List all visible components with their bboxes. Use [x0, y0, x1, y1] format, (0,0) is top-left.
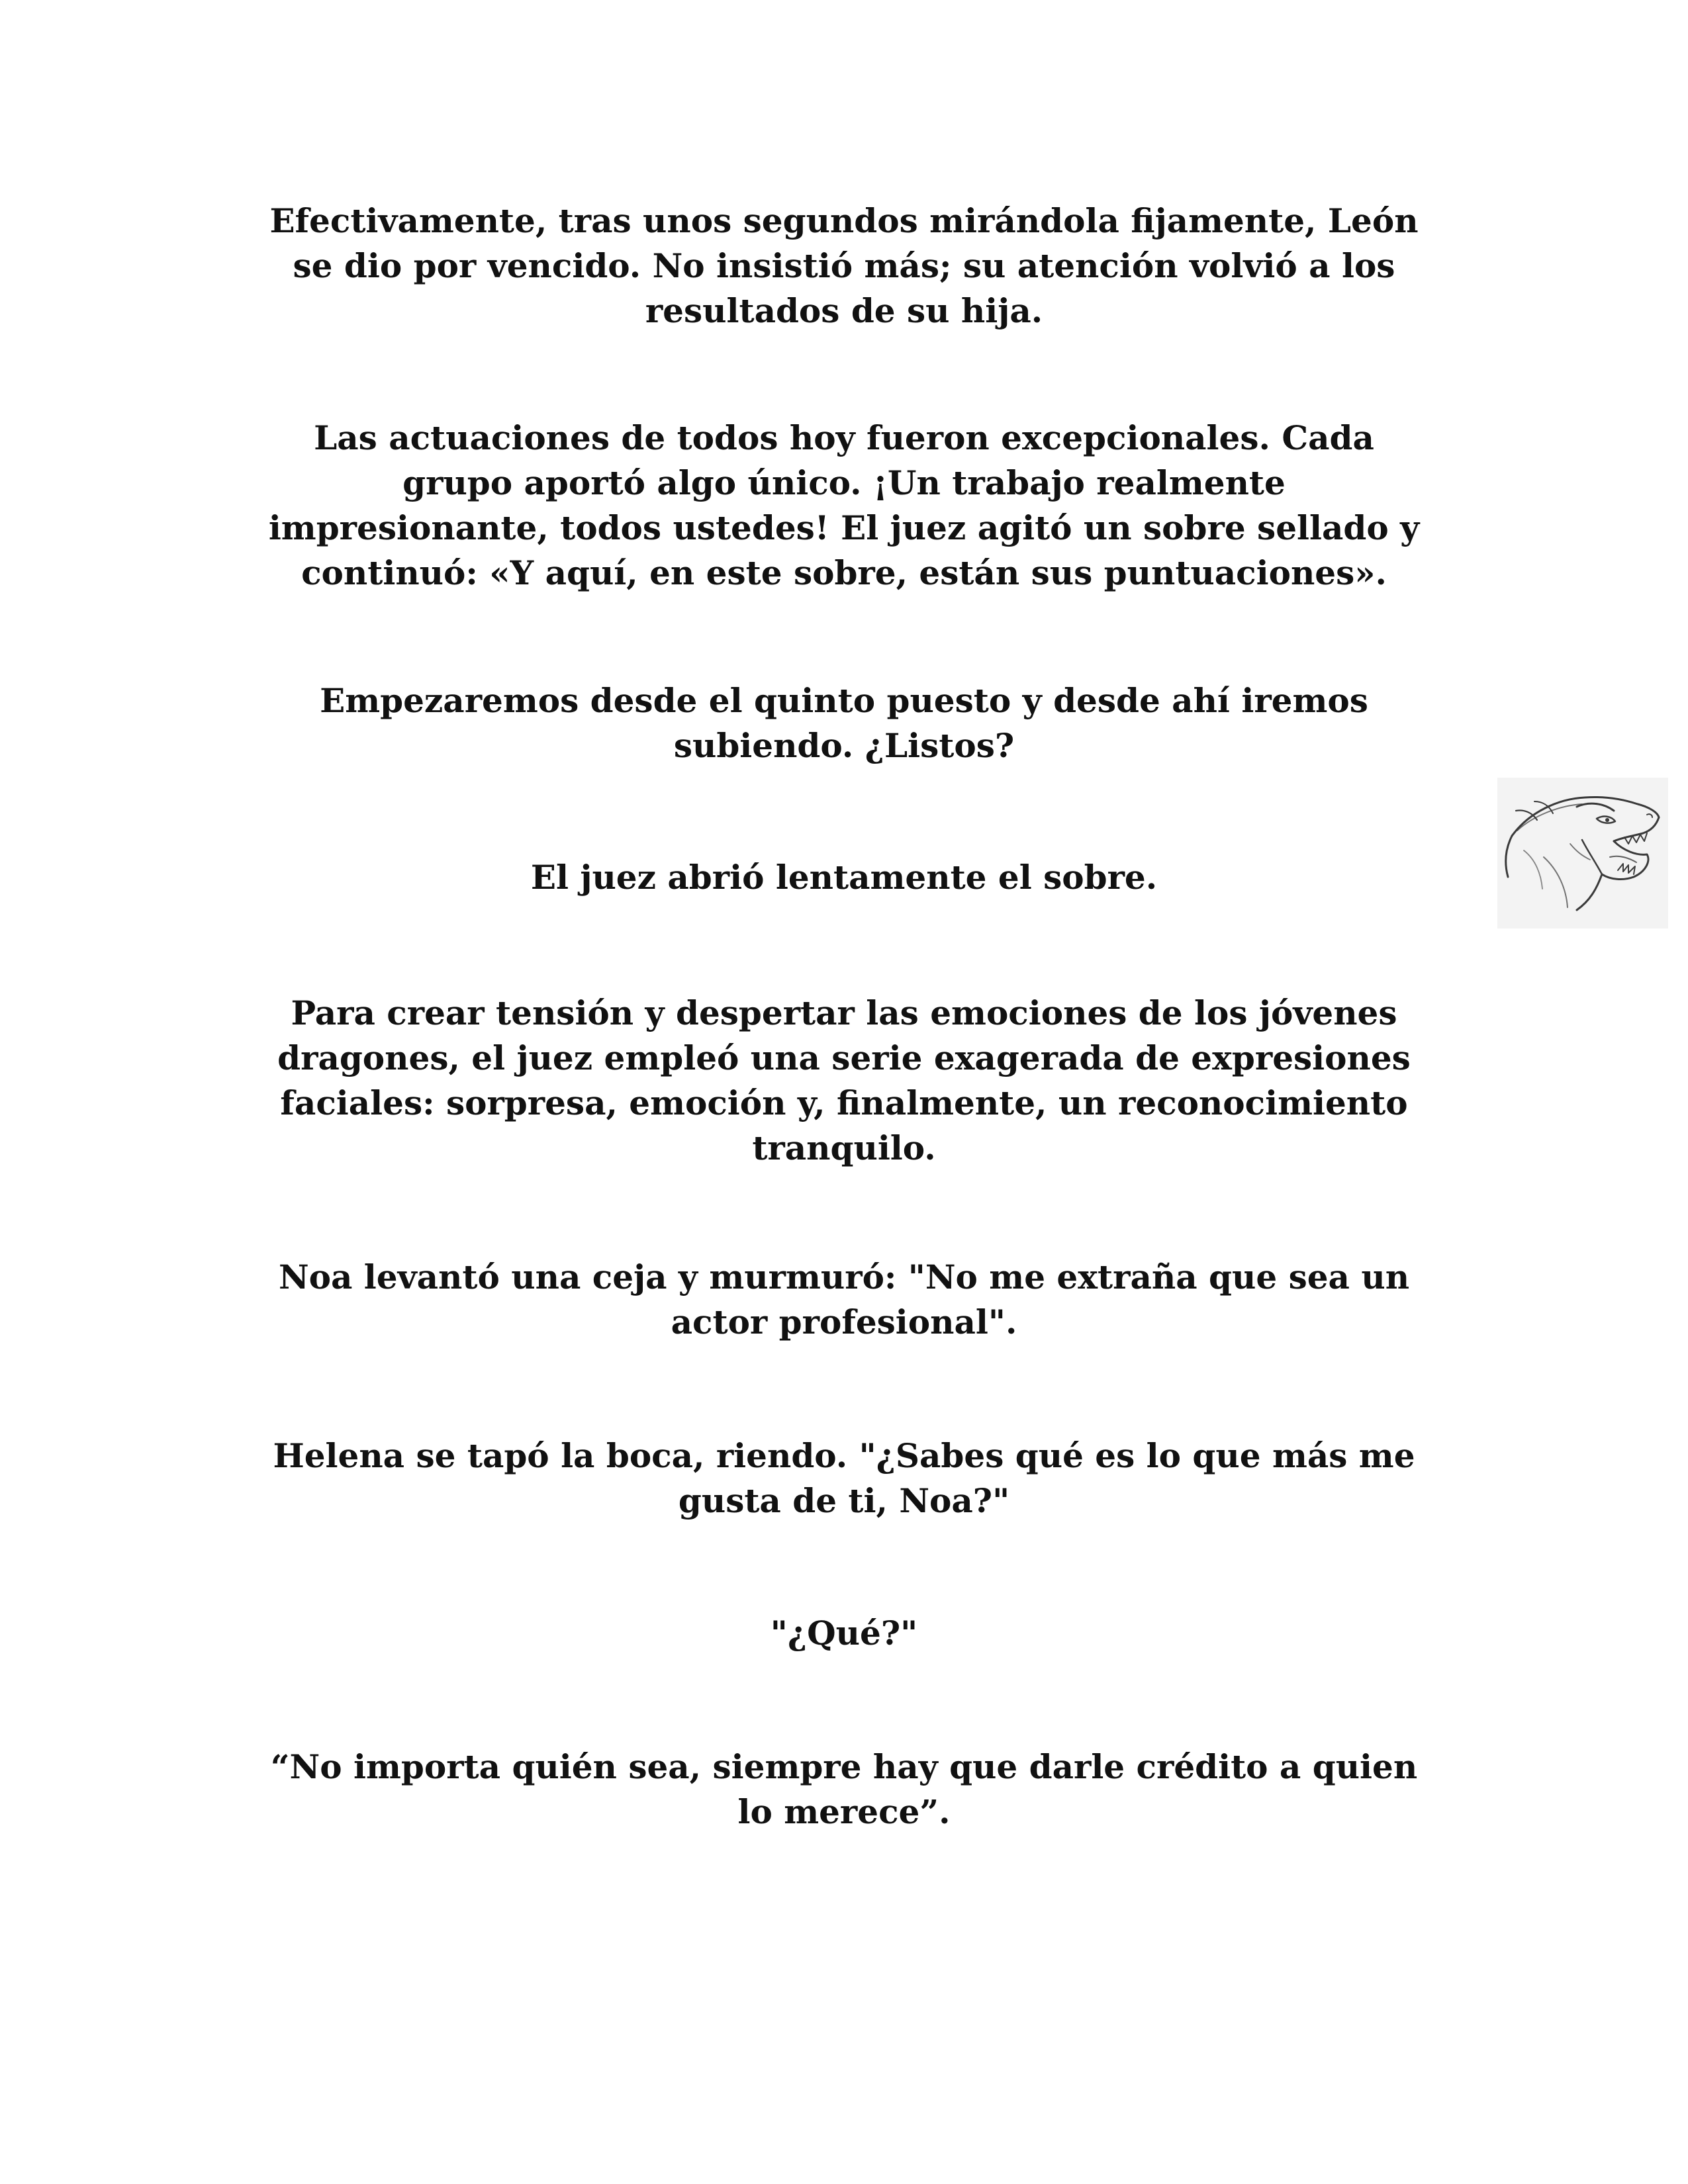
text-line: actor profesional".	[671, 1302, 1017, 1342]
text-line: faciales: sorpresa, emoción y, finalmente, un reconocimiento	[280, 1083, 1408, 1122]
dragon-head-sketch-icon	[1497, 778, 1668, 929]
text-line: impresionante, todos ustedes! El juez agitó un sobre sellado y	[268, 508, 1420, 547]
text-line: Noa levantó una ceja y murmuró: "No me extraña que sea un	[278, 1257, 1410, 1297]
text-line: Efectivamente, tras unos segundos mirándola fijamente, León	[269, 201, 1419, 240]
paragraph-4	[218, 855, 1470, 900]
text-line: “No importa quién sea, siempre hay que darle crédito a quien	[270, 1747, 1418, 1786]
paragraph-7	[218, 1433, 1470, 1524]
text-line: Empezaremos desde el quinto puesto y desde ahí iremos	[320, 681, 1368, 720]
text-line: subiendo. ¿Listos?	[673, 726, 1015, 765]
paragraph-3	[218, 678, 1470, 768]
text-line: "¿Qué?"	[770, 1614, 918, 1653]
paragraph-6	[218, 1255, 1470, 1345]
text-line: El juez abrió lentamente el sobre.	[530, 858, 1158, 897]
text-line: lo merece”.	[737, 1792, 951, 1831]
paragraph-5	[218, 991, 1470, 1171]
paragraph-1	[218, 199, 1470, 334]
text-line: Las actuaciones de todos hoy fueron excepcionales. Cada	[314, 418, 1374, 457]
paragraph-2	[218, 416, 1470, 596]
text-line: dragones, el juez empleó una serie exagerada de expresiones	[277, 1038, 1411, 1077]
text-line: Helena se tapó la boca, riendo. "¿Sabes qué es lo que más me	[273, 1436, 1415, 1475]
text-line: continuó: «Y aquí, en este sobre, están sus puntuaciones».	[301, 553, 1387, 592]
text-line: Para crear tensión y despertar las emociones de los jóvenes	[291, 993, 1397, 1032]
text-line: resultados de su hija.	[645, 291, 1043, 330]
paragraph-8	[218, 1611, 1470, 1656]
text-line: grupo aportó algo único. ¡Un trabajo realmente	[402, 463, 1286, 502]
text-line: gusta de ti, Noa?"	[678, 1481, 1010, 1520]
text-line: tranquilo.	[752, 1128, 936, 1167]
text-line: se dio por vencido. No insistió más; su atención volvió a los	[293, 246, 1395, 285]
paragraph-9	[218, 1745, 1470, 1835]
